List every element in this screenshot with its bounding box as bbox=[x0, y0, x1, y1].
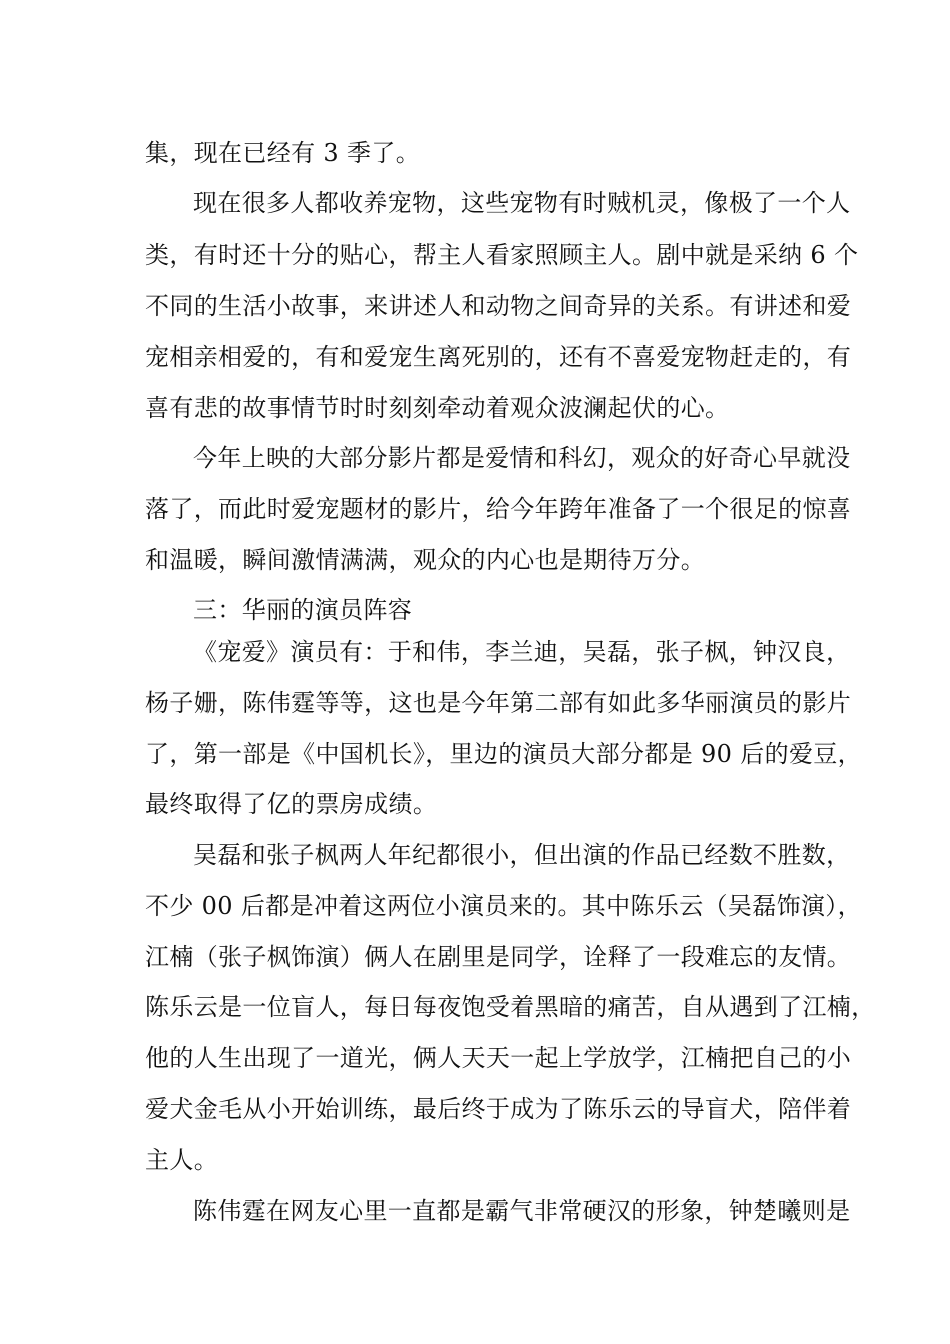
text-line: 落了，而此时爱宠题材的影片，给今年跨年准备了一个很足的惊喜 bbox=[145, 495, 852, 523]
paragraph-start-line: 吴磊和张子枫两人年纪都很小，但出演的作品已经数不胜数， bbox=[193, 841, 851, 869]
text-line: 喜有悲的故事情节时时刻刻牵动着观众波澜起伏的心。 bbox=[145, 394, 730, 422]
text-line: 主人。 bbox=[145, 1146, 219, 1174]
text-line: 类，有时还十分的贴心，帮主人看家照顾主人。剧中就是采纳 6 个 bbox=[145, 241, 859, 269]
text-line: 爱犬金毛从小开始训练，最后终于成为了陈乐云的导盲犬，陪伴着 bbox=[145, 1095, 852, 1123]
text-line: 杨子姗，陈伟霆等等，这也是今年第二部有如此多华丽演员的影片 bbox=[145, 689, 852, 717]
paragraph-start-line: 现在很多人都收养宠物，这些宠物有时贼机灵，像极了一个人 bbox=[193, 189, 851, 217]
text-line: 最终取得了亿的票房成绩。 bbox=[145, 790, 438, 818]
text-line: 和温暖，瞬间激情满满，观众的内心也是期待万分。 bbox=[145, 546, 706, 574]
text-line: 他的人生出现了一道光，俩人天天一起上学放学，江楠把自己的小 bbox=[145, 1044, 852, 1072]
text-line: 不少 00 后都是冲着这两位小演员来的。其中陈乐云（吴磊饰演）， bbox=[145, 892, 862, 920]
text-line: 陈乐云是一位盲人，每日每夜饱受着黑暗的痛苦，自从遇到了江楠， bbox=[145, 993, 876, 1021]
section-heading: 三：华丽的演员阵容 bbox=[193, 596, 413, 624]
text-line: 宠相亲相爱的，有和爱宠生离死别的，还有不喜爱宠物赶走的，有 bbox=[145, 343, 852, 371]
text-line: 了，第一部是《中国机长》，里边的演员大部分都是 90 后的爱豆， bbox=[145, 740, 862, 768]
text-line: 不同的生活小故事，来讲述人和动物之间奇异的关系。有讲述和爱 bbox=[145, 292, 852, 320]
paragraph-start-line: 今年上映的大部分影片都是爱情和科幻，观众的好奇心早就没 bbox=[193, 444, 851, 472]
paragraph-start-line: 《宠爱》演员有：于和伟，李兰迪，吴磊，张子枫，钟汉良， bbox=[193, 638, 851, 666]
text-line: 江楠（张子枫饰演）俩人在剧里是同学，诠释了一段难忘的友情。 bbox=[145, 943, 852, 971]
text-line: 集，现在已经有 3 季了。 bbox=[145, 139, 421, 167]
paragraph-start-line: 陈伟霆在网友心里一直都是霸气非常硬汉的形象，钟楚曦则是 bbox=[193, 1197, 851, 1225]
